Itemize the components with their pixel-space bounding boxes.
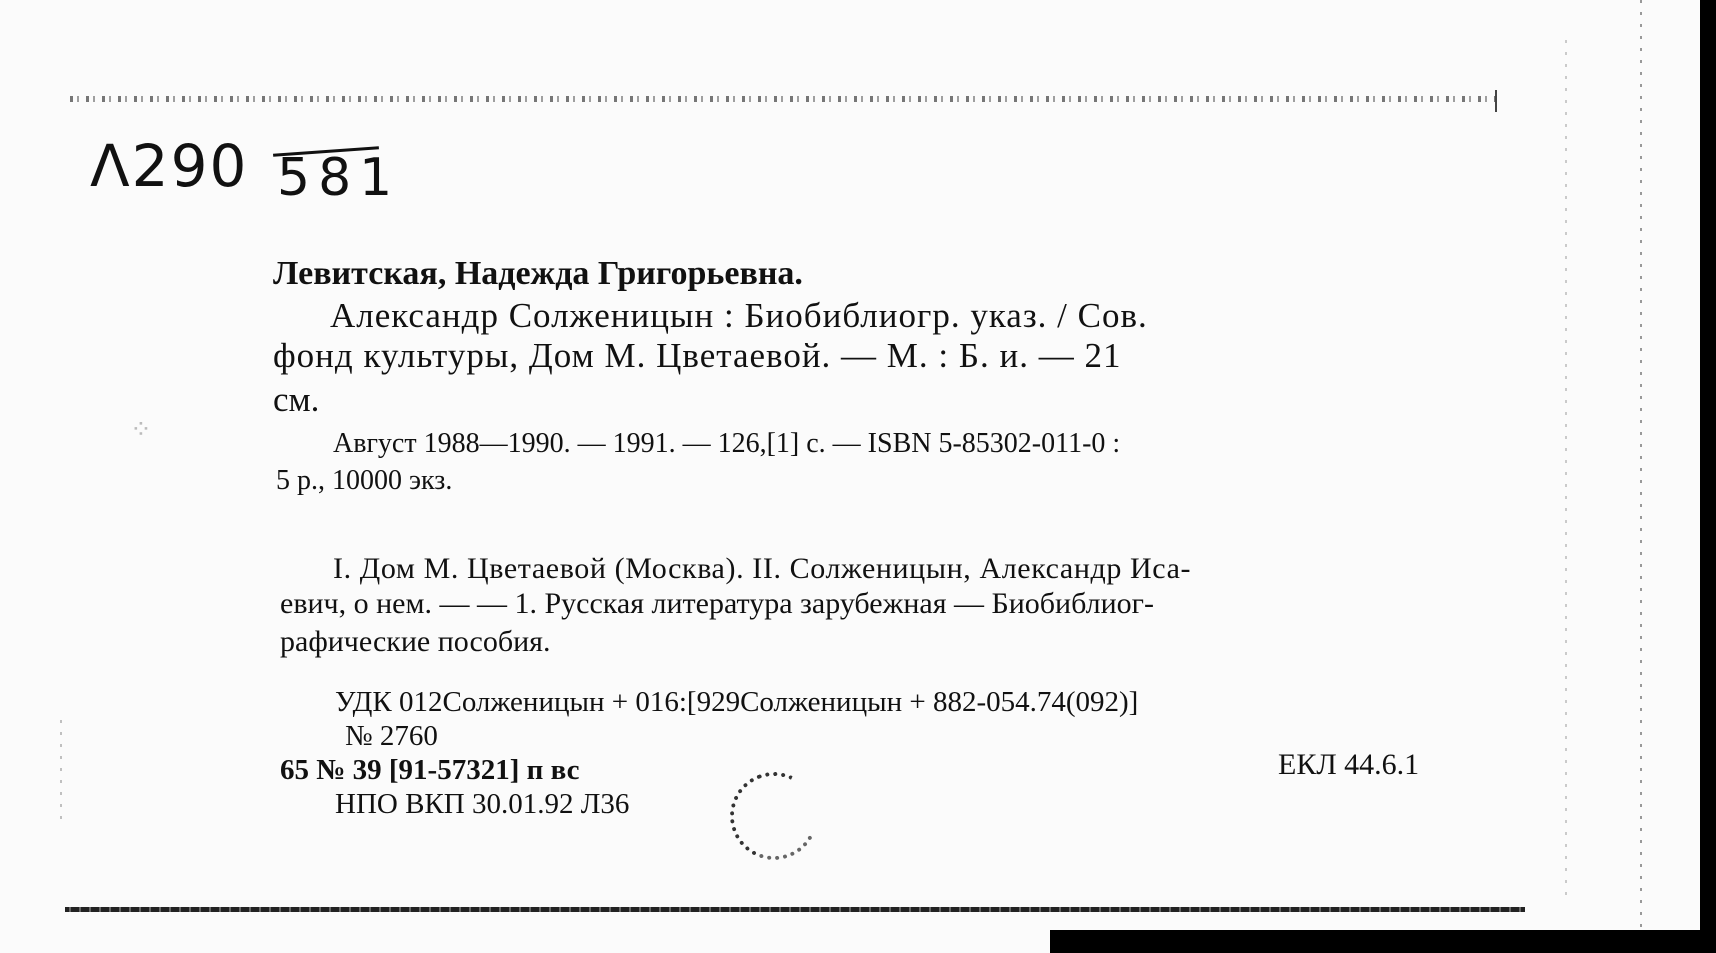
title-line-3: см. xyxy=(273,380,320,419)
scan-artifact-line xyxy=(1565,40,1567,900)
udk-line: УДК 012Солженицын + 016:[929Солженицын + 882-054.74(092)] xyxy=(335,686,1139,718)
title-line-1: Александр Солженицын : Биобиблиогр. указ. / Сов. xyxy=(330,296,1148,335)
title-line-2: фонд культуры, Дом М. Цветаевой. — М. : Б. и. — 21 xyxy=(273,336,1122,375)
record-number: № 2760 xyxy=(345,720,438,752)
faint-smudge: ⁘ xyxy=(130,415,152,444)
scan-artifact-line xyxy=(60,720,62,820)
handwritten-shelfmark: Λ290 xyxy=(90,132,249,200)
footer-publisher: НПО ВКП 30.01.92 Л36 xyxy=(335,788,630,820)
subjects-line-1: I. Дом М. Цветаевой (Москва). II. Солженицын, Александр Иса- xyxy=(333,552,1192,585)
footer-codes: 65 № 39 [91-57321] п вс xyxy=(280,754,580,786)
handwritten-number: 581 xyxy=(277,148,401,208)
card-top-border-end xyxy=(1495,90,1497,112)
scan-edge-bottom xyxy=(1050,930,1716,953)
card-top-border xyxy=(70,96,1500,102)
edition-line-2: 5 р., 10000 экз. xyxy=(276,465,453,496)
stamp-mark xyxy=(718,760,831,873)
scan-edge-right xyxy=(1700,0,1716,953)
ekl-code: ЕКЛ 44.6.1 xyxy=(1278,748,1420,781)
subjects-line-2: евич, о нем. — — 1. Русская литература зарубежная — Биобиблиог- xyxy=(280,587,1154,620)
scan-artifact-line xyxy=(1640,0,1642,930)
author-heading: Левитская, Надежда Григорьевна. xyxy=(273,255,803,292)
subjects-line-3: рафические пособия. xyxy=(280,625,551,658)
card-bottom-border xyxy=(65,907,1525,912)
edition-line-1: Август 1988—1990. — 1991. — 126,[1] с. — ISBN 5-85302-011-0 : xyxy=(333,428,1121,459)
